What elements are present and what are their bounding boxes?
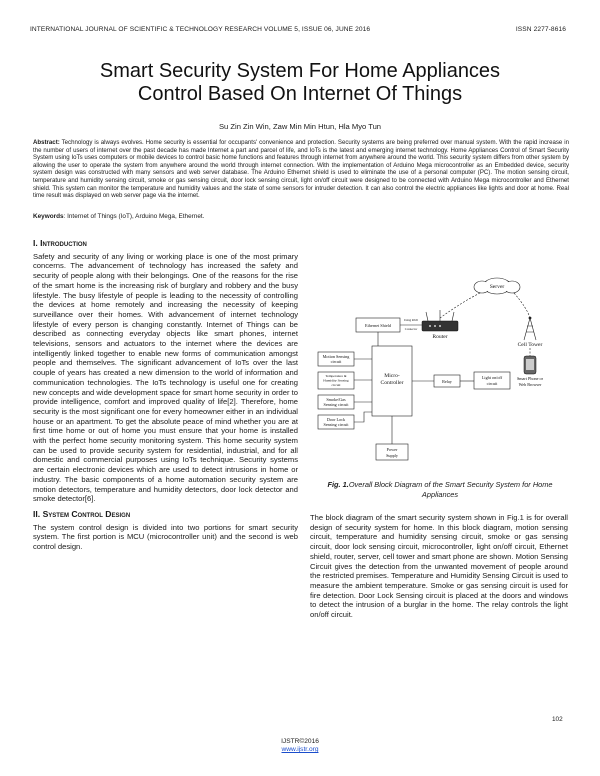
keywords-text: : Internet of Things (IoT), Arduino Mega, Ethernet. [63,213,205,220]
introduction-paragraph: Safety and security of any living or working place is one of the most primary concerns. The advancement of technology has increased the safety and security of people along with their belongings. One of the reasons for the rise of the smart home is the increasing risk of burglary and robbery and the busy lifestyle. The busy lifestyle of people is leading to the necessity of controlling the devices at home remotely and increasing the necessity of keeping surveillance over their homes. With advancement of internet technology lifestyle of every person is changing constantly. Internet of Things can be described as connecting everyday objects like smart phones, internet televisions, sensors and actuators to the internet where the devices are intelligently linked together to enable new forms of communication amongst people and themselves. The significant advancement of IoTs over the last couple of years has created a new dimension to the world of information and communication technologies. The IoTs technology is useful one for creating new concepts and wide development space for smart home security in order to provide intelligence, comfort and improved quality of life[2]. Therefore, home security is the most significant one for every homeowner either in an individual house or an apartment. To get the absolute peace of mind whether you are at first time home or out of home you must ensure that your home is installed with the perfect home security monitoring system. This home security system can be used to provide security system for residential, industrial, and for all domestic and commercial purposes using IoTs technique. Security systems are certain electronic devices which are used to detect intrusions in home or industry. The basic components of a home automation security system are motion detectors, temperature and humidity detectors, door lock detector and smoke detector[6]. [33,251,298,504]
title-line-2: Control Based On Internet Of Things [137,83,463,105]
server-label: Server [489,284,505,290]
micro-label-2: Controller [380,380,404,386]
page-number: 102 [552,716,563,723]
cell-tower-label: Cell Tower [517,342,543,348]
ethernet-shield-label: Ethernet Shield [365,323,391,328]
section-number: II. [33,508,41,519]
temp-label-1: Temperature & [325,374,347,378]
connector-label: Connector [404,327,418,331]
smoke-label-1: Smoke/Gas [326,397,346,402]
section-title: System Control Design [42,508,131,519]
issn: ISSN 2277-8616 [515,26,566,33]
rj45-label: Using RJ45 [403,318,419,322]
system-control-paragraph: The system control design is divided into two portions for smart security system. The first portion is MCU (microcontroller unit) and the second is web control design. [33,522,298,552]
cell-tower-icon [524,317,536,340]
abstract-text: Technology is always evolves. Home security is essential for occupants' convenience and protection. Security systems are being preferred over manual system. With the rapid increase in the number of users of internet over the past decade has made Internet a part and parcel of life, and IoTs is the latest and emerging internet technology. Home Appliances Control of Smart Security System using IoTs uses computers or mobile devices to control basic home functions and features through internet from anywhere around the world. This security system differs from other system by allowing the user to operate the system from anywhere around the world through internet connection. With the implementation of Arduino Mega microcontroller as an Embedded device, security system design was constructed with many sensors and web server database. The Arduino Ethernet shield is used to eliminate the use of a personal computer (PC). The motion sensing circuit, temperature and humidity sensing circuit, smoke or gas sensing circuit, door lock sensing circuit, light on/off circuit were designed to be connected with Arduino Mega microcontroller and Ethernet shield. This system can monitor the temperature and humidity values and the state of some sensors for intruder detection. It can also control the electric appliances like lights and door at home. Real time result was displayed on web server page via the internet. [33,139,569,200]
section-heading-introduction [33,239,298,249]
micro-label-1: Micro- [384,373,400,379]
figure-caption [316,480,564,499]
title-line-1: Smart Security System For Home Appliances [99,60,501,82]
figure-label: Fig. 1. [327,480,349,489]
smoke-label-2: Sensing circuit [323,402,349,407]
smart-phone-label: Smart Phone or [516,376,544,381]
footer-copyright: IJSTR©2016 [281,738,319,745]
block-diagram [312,274,566,474]
smart-phone-icon [524,356,536,374]
footer-url[interactable]: www.ijstr.org [281,746,319,754]
temp-label-2: Humidity Sensing [323,378,349,383]
section-title: Introduction [40,238,87,248]
authors: Su Zin Zin Win, Zaw Min Min Htun, Hla Myo Tun [218,122,382,131]
keywords-label: Keywords [33,213,64,220]
door-label-2: Sensing circuit [323,422,349,427]
abstract [33,139,569,200]
temp-label-3: circuit [331,383,341,387]
motion-label-1: Motion Sensing [322,354,350,359]
left-column [33,239,298,558]
right-column [310,513,568,626]
door-label-1: Door Lock [326,417,346,422]
motion-label-2: circuit [330,359,342,364]
server-cloud [474,278,520,294]
keywords [33,213,204,220]
journal-name: INTERNATIONAL JOURNAL OF SCIENTIFIC & TECHNOLOGY RESEARCH VOLUME 5, ISSUE 06, JUNE 2016 [30,26,371,33]
section-heading-system-control-design [33,510,298,520]
router-label: Router [432,334,448,340]
power-label-1: Power [386,447,398,452]
light-label-1: Light on/off [481,375,503,380]
relay-label: Relay [442,379,452,384]
power-label-2: Supply [386,453,398,458]
page-footer [0,738,600,755]
abstract-label: Abstract: [33,139,60,146]
light-label-2: circuit [486,381,498,386]
router-icon [422,310,458,331]
block-diagram-paragraph: The block diagram of the smart security system shown in Fig.1 is for overall design of security system for home. In this block diagram, motion sensing circuit, temperature and humidity sensing circuit, smoke or gas sensing circuit, door lock sensing circuit, microcontroller, light on/off circuit, Ethernet shield, router, server, cell tower and smart phone are shown. Motion Sensing Circuit gives the detection from the unwanted movement of people around the restricted premises. Temperature and Humidity Sensing Circuit is used to measure the ambient temperature. Smoke or gas sensing circuit is used for fire detection. Door Lock Sensing circuit is placed at the doors and windows to detect the intrusion of a burglar in the home. The relay controls the light on/off circuit. [310,513,568,620]
figure-caption-text: Overall Block Diagram of the Smart Security System for Home Appliances [348,480,553,499]
paper-title [40,60,560,106]
section-number: I. [33,238,38,248]
web-browser-label: Web Browser [518,382,542,387]
